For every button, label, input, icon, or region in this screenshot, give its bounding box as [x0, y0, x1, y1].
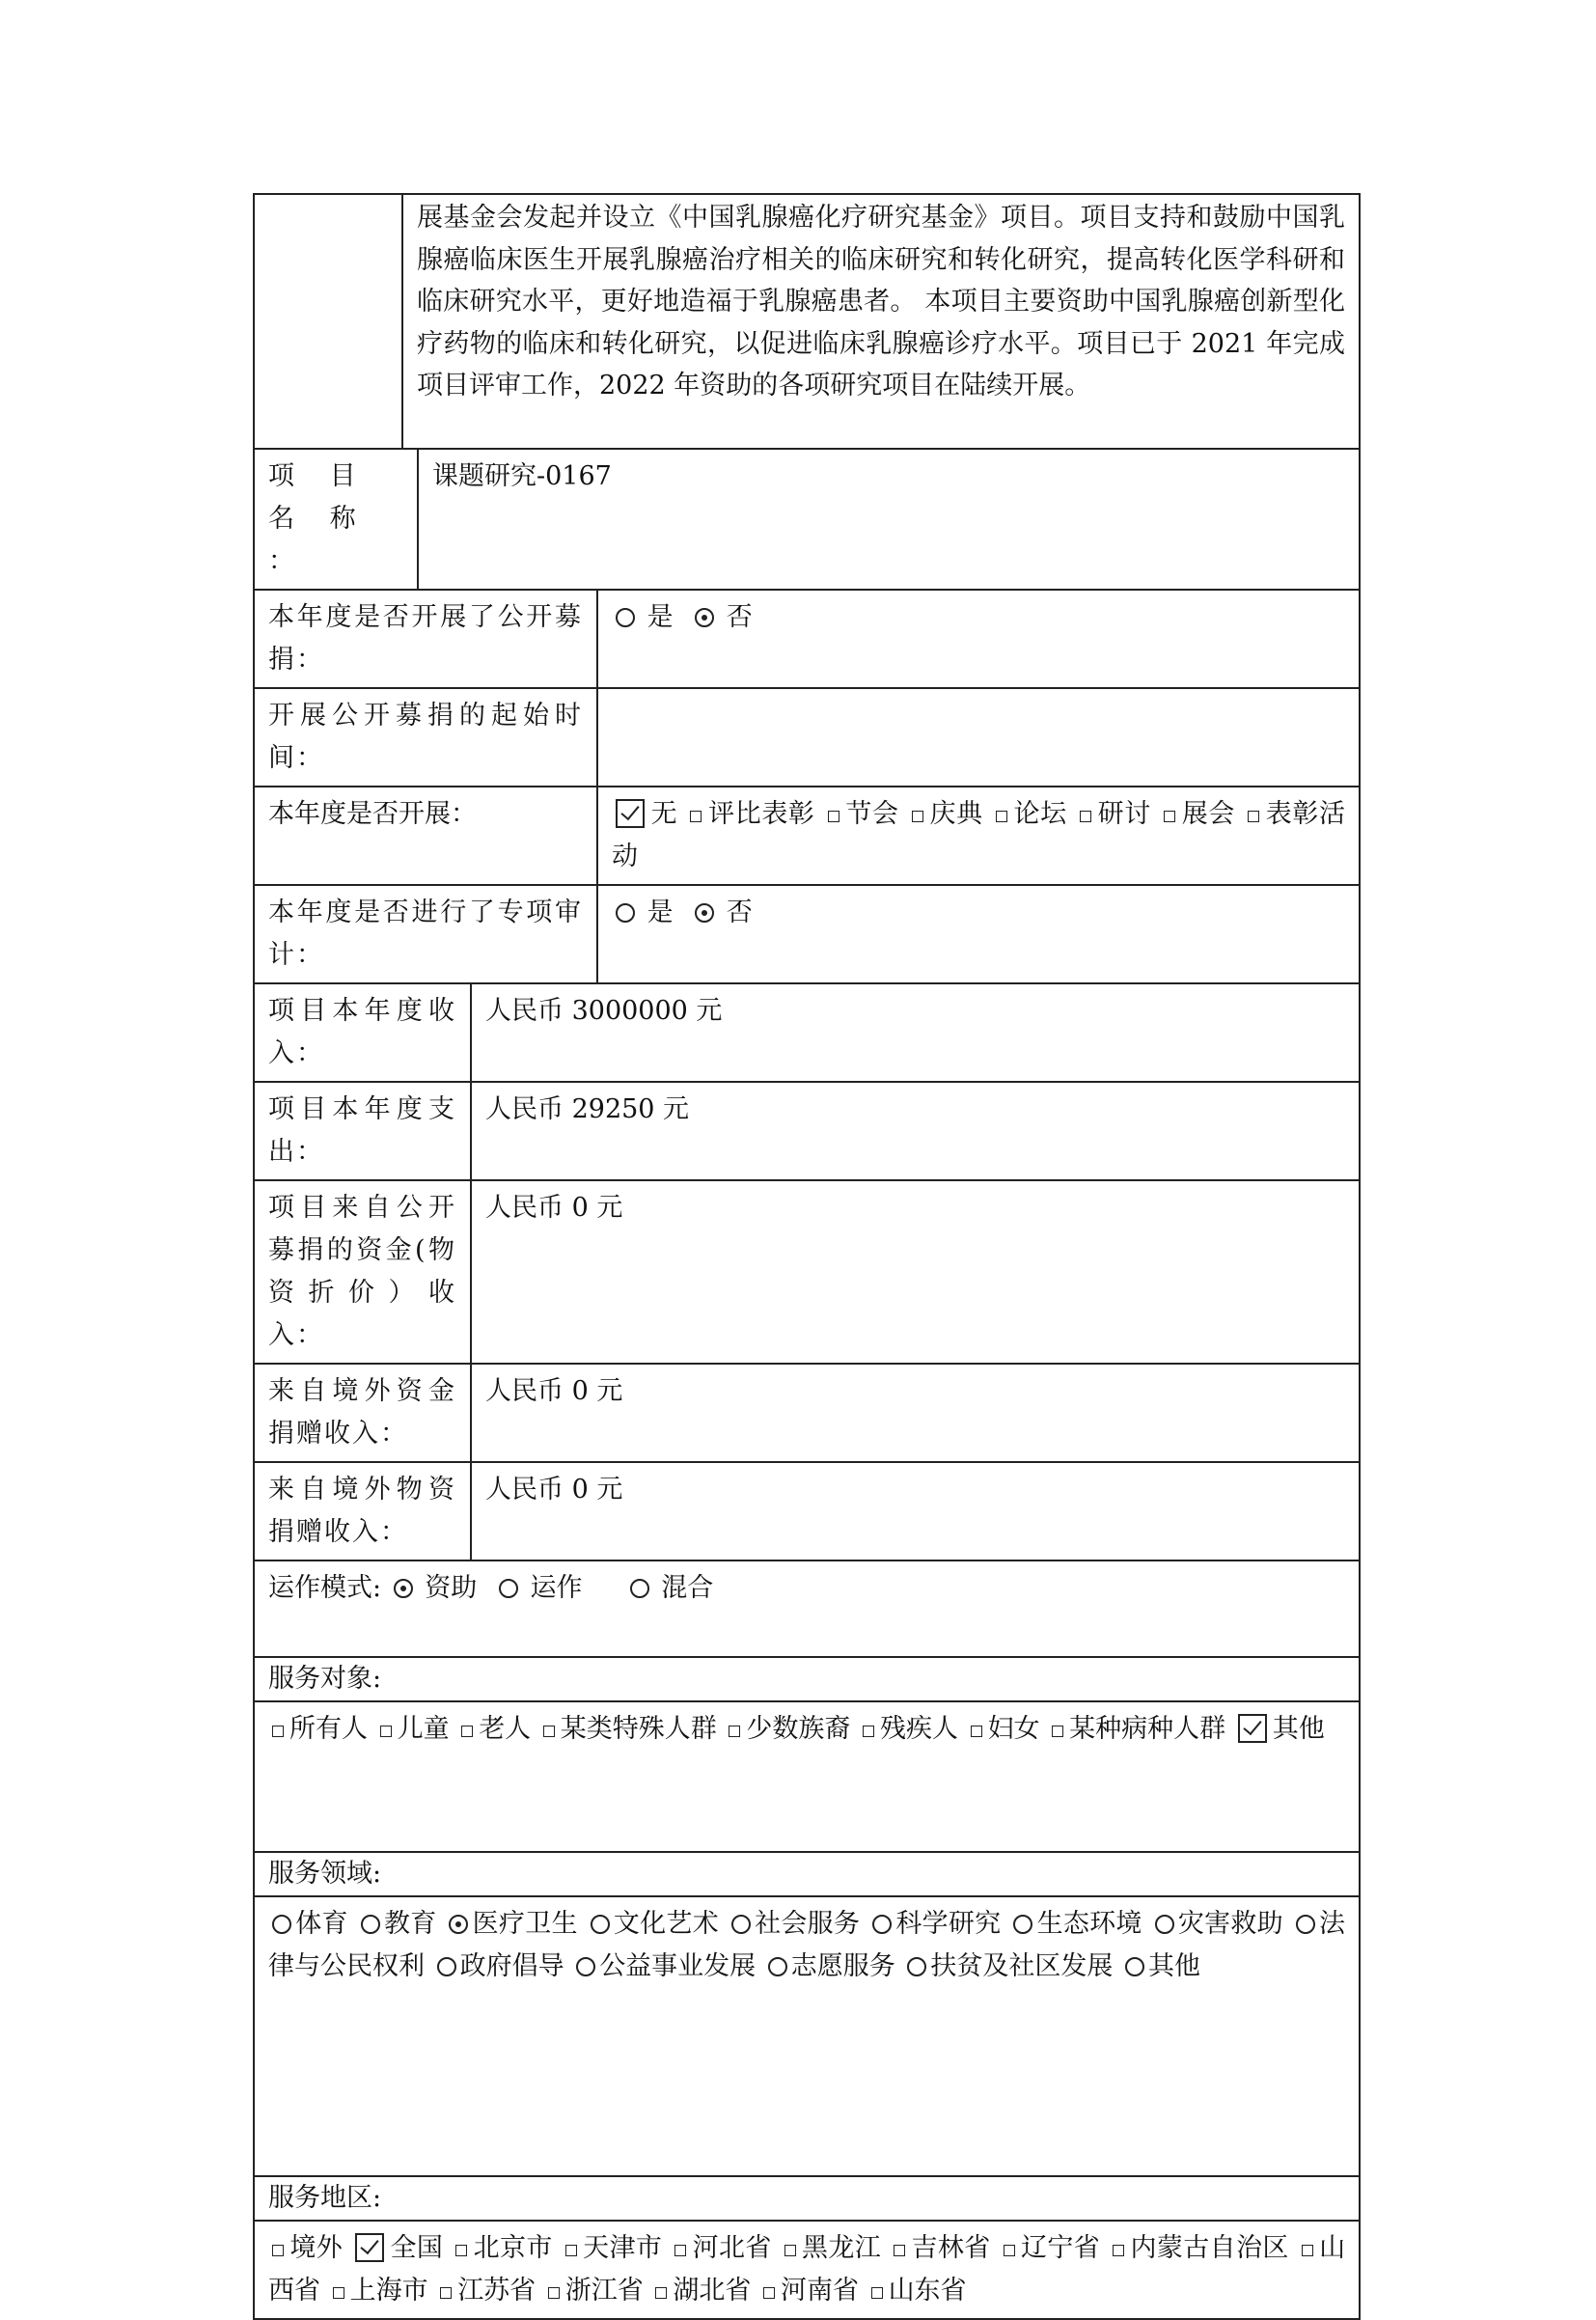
activities-options: [597, 787, 1360, 885]
radio-icon[interactable]: [1296, 1915, 1315, 1934]
service-targets-header-row: [254, 1657, 1360, 1701]
activity-option: 展会: [1181, 799, 1235, 829]
checkbox-icon[interactable]: [784, 2245, 796, 2256]
income-value: 人民币 3000000 元: [471, 983, 1360, 1082]
radio-selected-icon[interactable]: [394, 1579, 413, 1598]
fundraising-start-value[interactable]: [597, 688, 1360, 787]
checkbox-icon[interactable]: [1004, 2245, 1015, 2256]
option-no-label: 否: [726, 602, 753, 632]
region-option: 山西省: [268, 2233, 1346, 2306]
field-option: 公益事业发展: [599, 1951, 757, 1981]
field-option: 灾害救助: [1177, 1909, 1283, 1939]
project-name-label: 项 目 名 称 ：: [254, 449, 418, 590]
expenditure-label: 项目本年度支出：: [254, 1082, 471, 1180]
overseas-goods-row: [254, 1462, 1360, 1560]
radio-icon[interactable]: [630, 1579, 649, 1598]
activities-label: 本年度是否开展：: [254, 787, 597, 885]
operation-mode-row: [254, 1560, 1360, 1657]
radio-icon[interactable]: [768, 1957, 787, 1976]
special-audit-options: [597, 885, 1360, 983]
service-regions-options: [254, 2221, 1360, 2319]
region-option: 浙江省: [564, 2276, 644, 2306]
field-option: 体育: [295, 1909, 348, 1939]
checkbox-icon[interactable]: [863, 1726, 874, 1737]
radio-icon[interactable]: [361, 1915, 380, 1934]
checkbox-icon[interactable]: [455, 2245, 467, 2256]
checkbox-icon[interactable]: [871, 2287, 883, 2299]
checkbox-icon[interactable]: [763, 2287, 775, 2299]
target-option: 其他: [1272, 1714, 1325, 1744]
public-fundraising-options: [597, 590, 1360, 688]
region-option: 河南省: [780, 2276, 859, 2306]
checkbox-icon[interactable]: [1080, 811, 1091, 822]
field-option: 文化艺术: [613, 1909, 719, 1939]
project-name-row: [254, 449, 1360, 590]
checkbox-icon[interactable]: [1302, 2245, 1313, 2256]
field-option: 生态环境: [1036, 1909, 1142, 1939]
region-option: 北京市: [473, 2233, 553, 2263]
checkbox-icon[interactable]: [996, 811, 1007, 822]
field-option: 医疗卫生: [472, 1909, 578, 1939]
checkbox-icon[interactable]: [729, 1726, 740, 1737]
overseas-goods-label: 来自境外物资捐赠收入：: [254, 1462, 471, 1560]
radio-icon[interactable]: [576, 1957, 595, 1976]
checkbox-icon[interactable]: [440, 2287, 452, 2299]
special-audit-label: 本年度是否进行了专项审计：: [254, 885, 597, 983]
overseas-funds-row: [254, 1364, 1360, 1462]
public-fundraising-row: [254, 590, 1360, 688]
checkbox-icon[interactable]: [272, 1726, 284, 1737]
activity-option: 无: [650, 799, 678, 829]
checkbox-icon[interactable]: [912, 811, 923, 822]
service-regions-label: 服务地区:: [254, 2176, 1360, 2221]
target-option: 妇女: [987, 1714, 1040, 1744]
public-income-value: 人民币 0 元: [471, 1180, 1360, 1364]
region-option: 天津市: [582, 2233, 663, 2263]
radio-icon[interactable]: [872, 1915, 892, 1934]
public-fundraising-label: 本年度是否开展了公开募捐：: [254, 590, 597, 688]
radio-icon[interactable]: [499, 1579, 518, 1598]
checkbox-checked-icon[interactable]: [355, 2233, 384, 2262]
region-option: 河北省: [692, 2233, 772, 2263]
service-fields-label: 服务领域:: [254, 1852, 1360, 1896]
checkbox-icon[interactable]: [380, 1726, 392, 1737]
service-fields-header-row: [254, 1852, 1360, 1896]
operation-mode-option: 混合: [661, 1573, 714, 1603]
field-option: 社会服务: [754, 1909, 861, 1939]
region-option: 境外: [289, 2233, 344, 2263]
service-targets-row: [254, 1701, 1360, 1852]
radio-icon[interactable]: [591, 1915, 610, 1934]
target-option: 老人: [479, 1714, 532, 1744]
field-option: 政府倡导: [459, 1951, 564, 1981]
expenditure-value: 人民币 29250 元: [471, 1082, 1360, 1180]
service-regions-row: [254, 2221, 1360, 2319]
service-regions-header-row: [254, 2176, 1360, 2221]
overseas-funds-value: 人民币 0 元: [471, 1364, 1360, 1462]
radio-yes-icon[interactable]: [616, 608, 635, 627]
radio-icon[interactable]: [1125, 1957, 1144, 1976]
service-fields-row: [254, 1896, 1360, 2176]
checkbox-icon[interactable]: [1164, 811, 1175, 822]
field-option: 教育: [383, 1909, 437, 1939]
radio-no-selected-icon[interactable]: [695, 608, 714, 627]
region-option: 湖北省: [673, 2276, 752, 2306]
income-label: 项目本年度收入：: [254, 983, 471, 1082]
option-yes-label: 是: [647, 602, 674, 632]
region-option: 江苏省: [457, 2276, 537, 2306]
overseas-funds-label: 来自境外资金捐赠收入：: [254, 1364, 471, 1462]
target-option: 残疾人: [879, 1714, 958, 1744]
checkbox-icon[interactable]: [655, 2287, 667, 2299]
radio-yes-icon[interactable]: [616, 903, 635, 923]
checkbox-icon[interactable]: [828, 811, 839, 822]
intro-row: [254, 194, 1360, 449]
radio-no-selected-icon[interactable]: [695, 903, 714, 923]
checkbox-icon[interactable]: [333, 2287, 344, 2299]
project-info-table: [253, 193, 1361, 2320]
checkbox-icon[interactable]: [1248, 811, 1259, 822]
activity-option: 评比表彰: [707, 799, 815, 829]
activities-row: [254, 787, 1360, 885]
income-row: [254, 983, 1360, 1082]
radio-icon[interactable]: [907, 1957, 926, 1976]
target-option: 某种病种人群: [1069, 1714, 1226, 1744]
report-form-page: [253, 193, 1359, 2320]
activity-option: 表彰活动: [612, 799, 1346, 871]
field-option: 扶贫及社区发展: [930, 1951, 1114, 1981]
region-option: 内蒙古自治区: [1130, 2233, 1289, 2263]
checkbox-checked-icon[interactable]: [1238, 1714, 1267, 1743]
service-targets-options: [254, 1701, 1360, 1852]
checkbox-icon[interactable]: [543, 1726, 555, 1737]
checkbox-icon[interactable]: [894, 2245, 905, 2256]
radio-icon[interactable]: [1155, 1915, 1174, 1934]
public-income-label: 项目来自公开募捐的资金(物资折价）收入：: [254, 1180, 471, 1364]
target-option: 某类特殊人群: [560, 1714, 717, 1744]
field-option: 其他: [1147, 1951, 1200, 1981]
activity-option: 研讨: [1097, 799, 1151, 829]
region-option: 辽宁省: [1020, 2233, 1101, 2263]
region-option: 黑龙江: [801, 2233, 882, 2263]
overseas-goods-value: 人民币 0 元: [471, 1462, 1360, 1560]
operation-mode-cell: [254, 1560, 1360, 1657]
target-option: 所有人: [289, 1714, 368, 1744]
expenditure-row: [254, 1082, 1360, 1180]
checkbox-icon[interactable]: [548, 2287, 560, 2299]
checkbox-checked-icon[interactable]: [616, 799, 645, 828]
public-income-row: [254, 1180, 1360, 1364]
checkbox-icon[interactable]: [1052, 1726, 1063, 1737]
activity-option: 论坛: [1012, 799, 1067, 829]
radio-icon[interactable]: [731, 1915, 751, 1934]
checkbox-icon[interactable]: [461, 1726, 473, 1737]
project-name-value: 课题研究-0167: [418, 449, 1360, 590]
region-option: 山东省: [888, 2276, 967, 2306]
radio-selected-icon[interactable]: [449, 1915, 468, 1934]
activity-option: 节会: [844, 799, 899, 829]
option-no-label: 否: [726, 898, 753, 927]
region-option: 全国: [390, 2233, 444, 2263]
checkbox-icon[interactable]: [1113, 2245, 1124, 2256]
radio-icon[interactable]: [1013, 1915, 1032, 1934]
field-option: 志愿服务: [790, 1951, 895, 1981]
radio-icon[interactable]: [272, 1915, 291, 1934]
activity-option: 庆典: [928, 799, 983, 829]
radio-icon[interactable]: [437, 1957, 456, 1976]
region-option: 上海市: [349, 2276, 428, 2306]
checkbox-icon[interactable]: [674, 2245, 686, 2256]
checkbox-icon[interactable]: [272, 2245, 284, 2256]
operation-mode-label: 运作模式:: [268, 1573, 382, 1603]
operation-mode-option: 资助: [425, 1573, 478, 1603]
service-targets-label: 服务对象:: [254, 1657, 1360, 1701]
option-yes-label: 是: [647, 898, 674, 927]
service-fields-options: [254, 1896, 1360, 2176]
target-option: 儿童: [397, 1714, 450, 1744]
field-option: 法律与公民权利: [268, 1909, 1346, 1981]
operation-mode-option: 运作: [530, 1573, 583, 1603]
field-option: 科学研究: [895, 1909, 1002, 1939]
region-option: 吉林省: [911, 2233, 991, 2263]
checkbox-icon[interactable]: [971, 1726, 982, 1737]
target-option: 少数族裔: [746, 1714, 851, 1744]
checkbox-icon[interactable]: [690, 811, 702, 822]
fundraising-start-label: 开展公开募捐的起始时间：: [254, 688, 597, 787]
checkbox-icon[interactable]: [565, 2245, 577, 2256]
project-intro-text: 展基金会发起并设立《中国乳腺癌化疗研究基金》项目。项目支持和鼓励中国乳腺癌临床医生开展乳腺癌治疗相关的临床研究和转化研究，提高转化医学科研和临床研究水平，更好地造福于乳腺癌患者。 本项目主要资助中国乳腺癌创新型化疗药物的临床和转化研究，以促进临床乳腺癌诊疗水平。项目已于 2021 年完成项目评审工作，2022 年资助的各项研究项目在陆续开展。: [402, 194, 1360, 449]
fundraising-start-row: [254, 688, 1360, 787]
special-audit-row: [254, 885, 1360, 983]
